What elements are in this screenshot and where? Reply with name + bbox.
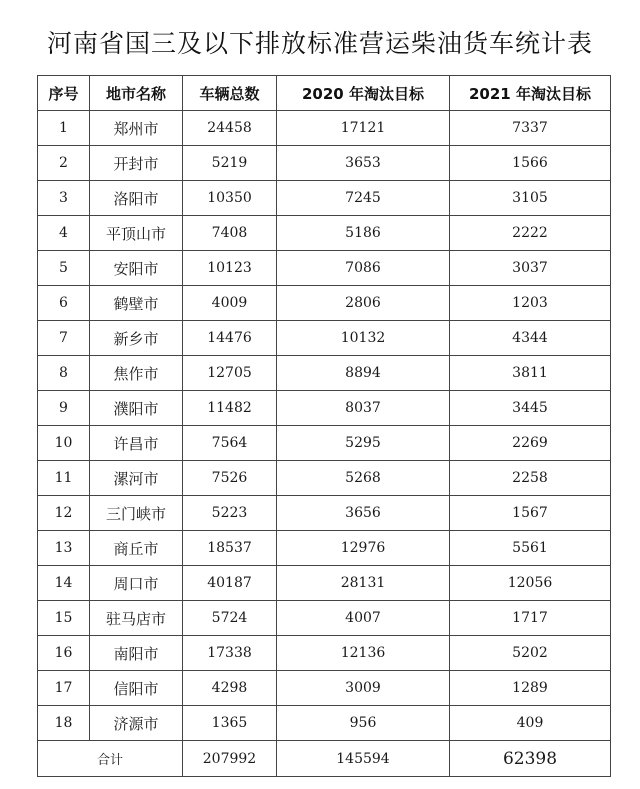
row-city-cell: 安阳市 [90,251,183,286]
row-city-cell: 信阳市 [90,671,183,706]
row-2021-target-cell: 1289 [450,671,611,706]
row-index-cell: 13 [38,531,90,566]
row-city-cell: 洛阳市 [90,181,183,216]
row-2020-target-cell: 10132 [277,321,450,356]
row-vehicle-total-cell: 18537 [183,531,277,566]
row-2020-target-cell: 5186 [277,216,450,251]
row-vehicle-total-cell: 5219 [183,146,277,181]
table-row [38,146,611,181]
row-2020-target-cell: 7086 [277,251,450,286]
row-2020-target-cell: 3009 [277,671,450,706]
row-2021-target-cell: 2258 [450,461,611,496]
table-row [38,321,611,356]
row-index-cell: 12 [38,496,90,531]
statistics-table [37,75,611,777]
row-2021-target-cell: 5202 [450,636,611,671]
row-vehicle-total-cell: 14476 [183,321,277,356]
row-index-cell: 4 [38,216,90,251]
table-row [38,531,611,566]
row-index-cell: 5 [38,251,90,286]
row-2021-target-cell: 7337 [450,111,611,146]
row-2020-target-cell: 2806 [277,286,450,321]
row-vehicle-total-cell: 40187 [183,566,277,601]
row-2020-target-cell: 956 [277,706,450,741]
row-2021-target-cell: 4344 [450,321,611,356]
row-vehicle-total-cell: 4009 [183,286,277,321]
row-index-cell: 11 [38,461,90,496]
table-row [38,181,611,216]
row-index-cell: 9 [38,391,90,426]
row-city-cell: 商丘市 [90,531,183,566]
table-body [38,111,611,741]
row-index-cell: 3 [38,181,90,216]
row-index-cell: 16 [38,636,90,671]
header-vehicle-total: 车辆总数 [183,76,277,111]
row-2020-target-cell: 8894 [277,356,450,391]
row-2021-target-cell: 3445 [450,391,611,426]
row-2020-target-cell: 5268 [277,461,450,496]
row-city-cell: 驻马店市 [90,601,183,636]
row-vehicle-total-cell: 5223 [183,496,277,531]
total-vehicle-count: 207992 [183,741,277,777]
row-city-cell: 鹤壁市 [90,286,183,321]
row-2020-target-cell: 8037 [277,391,450,426]
row-vehicle-total-cell: 7564 [183,426,277,461]
table-row [38,391,611,426]
table-row [38,111,611,146]
row-2021-target-cell: 1567 [450,496,611,531]
table-row [38,286,611,321]
table-row [38,706,611,741]
total-row [38,741,611,777]
table-row [38,251,611,286]
row-city-cell: 新乡市 [90,321,183,356]
row-city-cell: 周口市 [90,566,183,601]
row-city-cell: 开封市 [90,146,183,181]
row-city-cell: 许昌市 [90,426,183,461]
row-city-cell: 焦作市 [90,356,183,391]
table-row [38,566,611,601]
total-2021-target: 62398 [450,741,611,777]
page-title: 河南省国三及以下排放标准营运柴油货车统计表 [46,29,593,58]
row-vehicle-total-cell: 17338 [183,636,277,671]
header-2020-target: 2020 年淘汰目标 [277,76,450,111]
table-row [38,216,611,251]
row-index-cell: 6 [38,286,90,321]
row-2021-target-cell: 2222 [450,216,611,251]
row-city-cell: 漯河市 [90,461,183,496]
row-vehicle-total-cell: 5724 [183,601,277,636]
row-index-cell: 2 [38,146,90,181]
row-2020-target-cell: 3656 [277,496,450,531]
row-index-cell: 10 [38,426,90,461]
row-2020-target-cell: 17121 [277,111,450,146]
row-index-cell: 1 [38,111,90,146]
row-index-cell: 14 [38,566,90,601]
table-header-row [38,76,611,111]
row-index-cell: 18 [38,706,90,741]
row-city-cell: 济源市 [90,706,183,741]
row-city-cell: 濮阳市 [90,391,183,426]
row-vehicle-total-cell: 4298 [183,671,277,706]
row-2021-target-cell: 2269 [450,426,611,461]
header-index: 序号 [38,76,90,111]
row-2021-target-cell: 3037 [450,251,611,286]
row-2020-target-cell: 5295 [277,426,450,461]
row-vehicle-total-cell: 10123 [183,251,277,286]
row-2021-target-cell: 1566 [450,146,611,181]
table-row [38,601,611,636]
row-vehicle-total-cell: 12705 [183,356,277,391]
table-row [38,496,611,531]
row-2021-target-cell: 3105 [450,181,611,216]
row-2021-target-cell: 12056 [450,566,611,601]
row-2021-target-cell: 1203 [450,286,611,321]
row-2021-target-cell: 3811 [450,356,611,391]
row-city-cell: 平顶山市 [90,216,183,251]
row-2021-target-cell: 409 [450,706,611,741]
table-row [38,356,611,391]
row-vehicle-total-cell: 10350 [183,181,277,216]
row-index-cell: 15 [38,601,90,636]
table-row [38,426,611,461]
table-row [38,671,611,706]
row-2020-target-cell: 28131 [277,566,450,601]
total-label: 合计 [38,741,183,777]
row-vehicle-total-cell: 7408 [183,216,277,251]
row-index-cell: 8 [38,356,90,391]
table-row [38,636,611,671]
row-city-cell: 郑州市 [90,111,183,146]
header-city: 地市名称 [90,76,183,111]
row-vehicle-total-cell: 7526 [183,461,277,496]
row-vehicle-total-cell: 24458 [183,111,277,146]
row-2021-target-cell: 1717 [450,601,611,636]
row-index-cell: 17 [38,671,90,706]
row-vehicle-total-cell: 11482 [183,391,277,426]
row-2021-target-cell: 5561 [450,531,611,566]
row-2020-target-cell: 12976 [277,531,450,566]
total-2020-target: 145594 [277,741,450,777]
row-city-cell: 三门峡市 [90,496,183,531]
row-2020-target-cell: 7245 [277,181,450,216]
row-2020-target-cell: 3653 [277,146,450,181]
row-index-cell: 7 [38,321,90,356]
row-vehicle-total-cell: 1365 [183,706,277,741]
row-2020-target-cell: 4007 [277,601,450,636]
header-2021-target: 2021 年淘汰目标 [450,76,611,111]
row-city-cell: 南阳市 [90,636,183,671]
table-row [38,461,611,496]
row-2020-target-cell: 12136 [277,636,450,671]
